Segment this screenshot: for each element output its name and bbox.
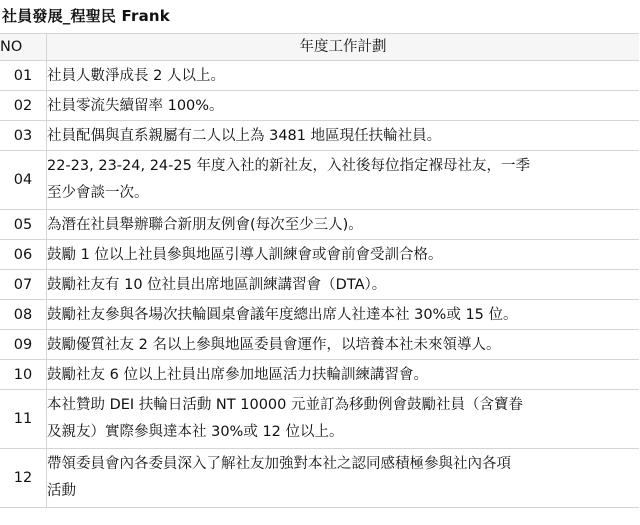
row-number: 03 [0, 121, 47, 151]
plan-item: 鼓勵優質社友 2 名以上參與地區委員會運作，以培養本社未來領導人。 [47, 330, 640, 360]
row-number: 02 [0, 91, 47, 121]
row-number: 11 [0, 390, 47, 449]
plan-item: 社員人數淨成長 2 人以上。 [47, 61, 640, 91]
table-row [0, 210, 639, 240]
plan-item-line: 帶領委員會內各委員深入了解社友加強對本社之認同感積極參與社內各項 [47, 456, 511, 472]
row-number: 10 [0, 360, 47, 390]
table-header-row [0, 34, 639, 61]
plan-item: 鼓勵社友 6 位以上社員出席參加地區活力扶輪訓練講習會。 [47, 360, 640, 390]
plan-item: 鼓勵社友有 10 位社員出席地區訓練講習會（DTA）。 [47, 270, 640, 300]
table-row [0, 270, 639, 300]
row-number: 04 [0, 151, 47, 210]
table-row [0, 449, 639, 508]
plan-item: 鼓勵社友參與各場次扶輪圓桌會議年度總出席人社達本社 30%或 15 位。 [47, 300, 640, 330]
table-row [0, 300, 639, 330]
plan-item-line: 至少會談一次。 [47, 185, 149, 201]
plan-item: 社員零流失續留率 100%。 [47, 91, 640, 121]
column-header-plan: 年度工作計劃 [47, 34, 640, 61]
row-number: 05 [0, 210, 47, 240]
plan-item: 社員配偶與直系親屬有二人以上為 3481 地區現任扶輪社員。 [47, 121, 640, 151]
row-number: 09 [0, 330, 47, 360]
table-row [0, 360, 639, 390]
table-row [0, 240, 639, 270]
table-row [0, 61, 639, 91]
plan-item-line: 本社贊助 DEI 扶輪日活動 NT 10000 元並訂為移動例會鼓勵社員（含寶眷 [47, 397, 523, 413]
plan-item: 為潛在社員舉辦聯合新朋友例會(每次至少三人)。 [47, 210, 640, 240]
table-row [0, 390, 639, 449]
row-number: 01 [0, 61, 47, 91]
plan-item: 鼓勵 1 位以上社員參與地區引導人訓練會或會前會受訓合格。 [47, 240, 640, 270]
plan-item [47, 449, 640, 508]
column-header-no: NO [0, 34, 47, 61]
plan-item-line: 及親友）實際參與達本社 30%或 12 位以上。 [47, 424, 344, 440]
plan-item-line: 22-23, 23-24, 24-25 年度入社的新社友，入社後每位指定褓母社友，一季 [47, 158, 530, 174]
table-row [0, 121, 639, 151]
table-row [0, 151, 639, 210]
page-title: 社員發展_程聖民 Frank [2, 7, 170, 25]
plan-item [47, 390, 640, 449]
table-row [0, 91, 639, 121]
table-row [0, 330, 639, 360]
plan-item-line: 活動 [47, 483, 76, 499]
row-number: 08 [0, 300, 47, 330]
row-number: 12 [0, 449, 47, 508]
row-number: 06 [0, 240, 47, 270]
work-plan-table [0, 33, 639, 508]
plan-item [47, 151, 640, 210]
row-number: 07 [0, 270, 47, 300]
